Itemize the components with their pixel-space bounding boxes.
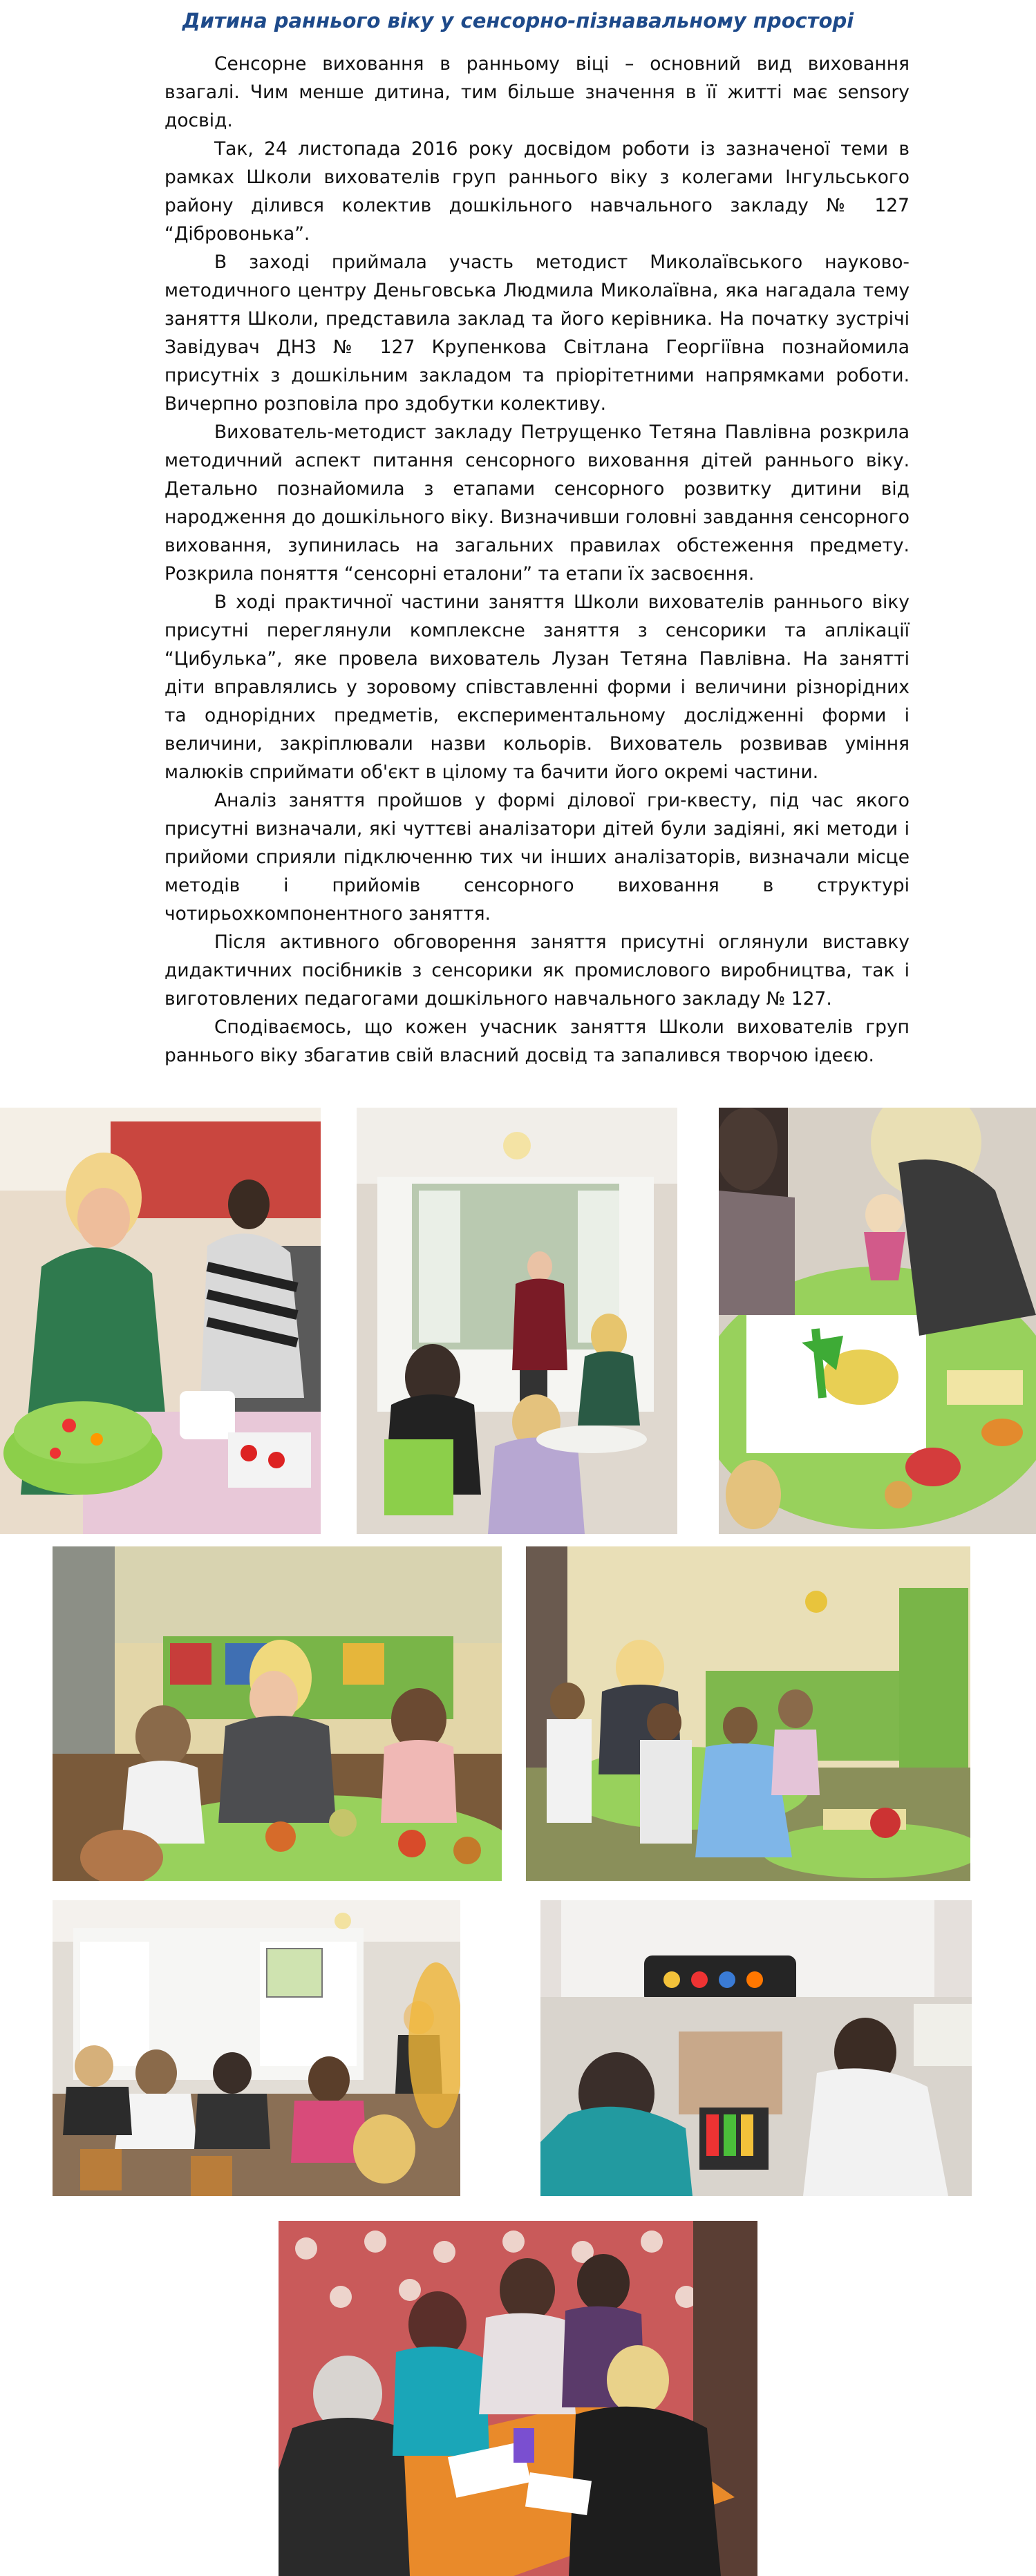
photo-children-around-table [526,1546,970,1881]
article-paragraph: В заході приймала участь методист Миколаївського науково-методичного центру Деньговська Людмила Миколаївна, яка нагадала тему заняття Школи, представила заклад та його керівника. На початку зустрічі Завідувач ДНЗ № 127 Крупенкова Світлана Георгіївна познайомила присутніх з дошкільним закладом та пріорітетними напрямками роботи. Вичерпно розповіла про здобутки колективу. [164,252,910,415]
photo-teachers-quest-image [279,2221,757,2576]
photo-children-applique-image [719,1108,1036,1534]
article-body [164,50,910,1070]
photo-didactic-aids [540,1900,972,2196]
article-paragraph: Після активного обговорення заняття присутні оглянули виставку дидактичних посібників з сенсорики як промислового виробництва, так і виготовлених педагогами дошкільного навчального закладу № 127. [164,931,910,1010]
article-paragraph: Аналіз заняття пройшов у формі ділової гри-квесту, під час якого присутні визначали, які чуттєві аналізатори дітей були задіяні, які методи і прийоми сприяли підключенню тих чи інших аналізаторів, визначали місце методів і прийомів сенсорного виховання в структурі чотирьохкомпонентного заняття. [164,790,910,925]
photo-children-around-table-image [526,1546,970,1881]
photo-presenter-hall-image [357,1108,677,1534]
photo-teachers-quest [279,2221,757,2576]
article-paragraph: Сподіваємось, що кожен учасник заняття Школи вихователів груп раннього віку збагатив свій власний досвід та запалився творчою ідеєю. [164,1016,910,1066]
photo-teacher-sensory-table [0,1108,321,1534]
article-paragraph: Так, 24 листопада 2016 року досвідом роботи із зазначеної теми в рамках Школи вихователів груп раннього віку з колегами Інгульського району ділився колектив дошкільного навчального закладу № 127 “Дібровонька”. [164,138,910,245]
photo-presenter-hall [357,1108,677,1534]
photo-children-onions-image [53,1546,502,1881]
article-paragraph: Сенсорне виховання в ранньому віці – основний вид виховання взагалі. Чим менше дитина, тим більше значення в її житті має sensory досвід. [164,53,910,131]
article-title: Дитина раннього віку у сенсорно-пізнавальному просторі [182,9,854,32]
photo-children-onions [53,1546,502,1881]
photo-seminar-audience-image [53,1900,460,2196]
article-paragraph: Вихователь-методист закладу Петрущенко Тетяна Павлівна розкрила методичний аспект питання сенсорного виховання дітей раннього віку. Детально познайомила з етапами сенсорного розвитку дитини від народження до дошкільного віку. Визначивши головні завдання сенсорного виховання, зупинилась на загальних правилах обстеження предмету. Розкрила поняття “сенсорні еталони” та етапи їх засвоєння. [164,422,910,585]
photo-seminar-audience [53,1900,460,2196]
photo-teacher-sensory-table-image [0,1108,321,1534]
photo-didactic-aids-image [540,1900,972,2196]
article-paragraph: В ході практичної частини заняття Школи вихователів раннього віку присутні переглянули комплексне заняття з сенсорики та аплікації “Цибулька”, яке провела вихователь Лузан Тетяна Павлівна. На занятті діти вправлялись у зоровому співставленні форми і величини різнорідних та однорідних предметів, експериментальному дослідженні форми і величини, закріплювали назви кольорів. Вихователь розвивав уміння малюків сприймати об'єкт в цілому та бачити його окремі частини. [164,591,910,783]
photo-children-applique [719,1108,1036,1534]
